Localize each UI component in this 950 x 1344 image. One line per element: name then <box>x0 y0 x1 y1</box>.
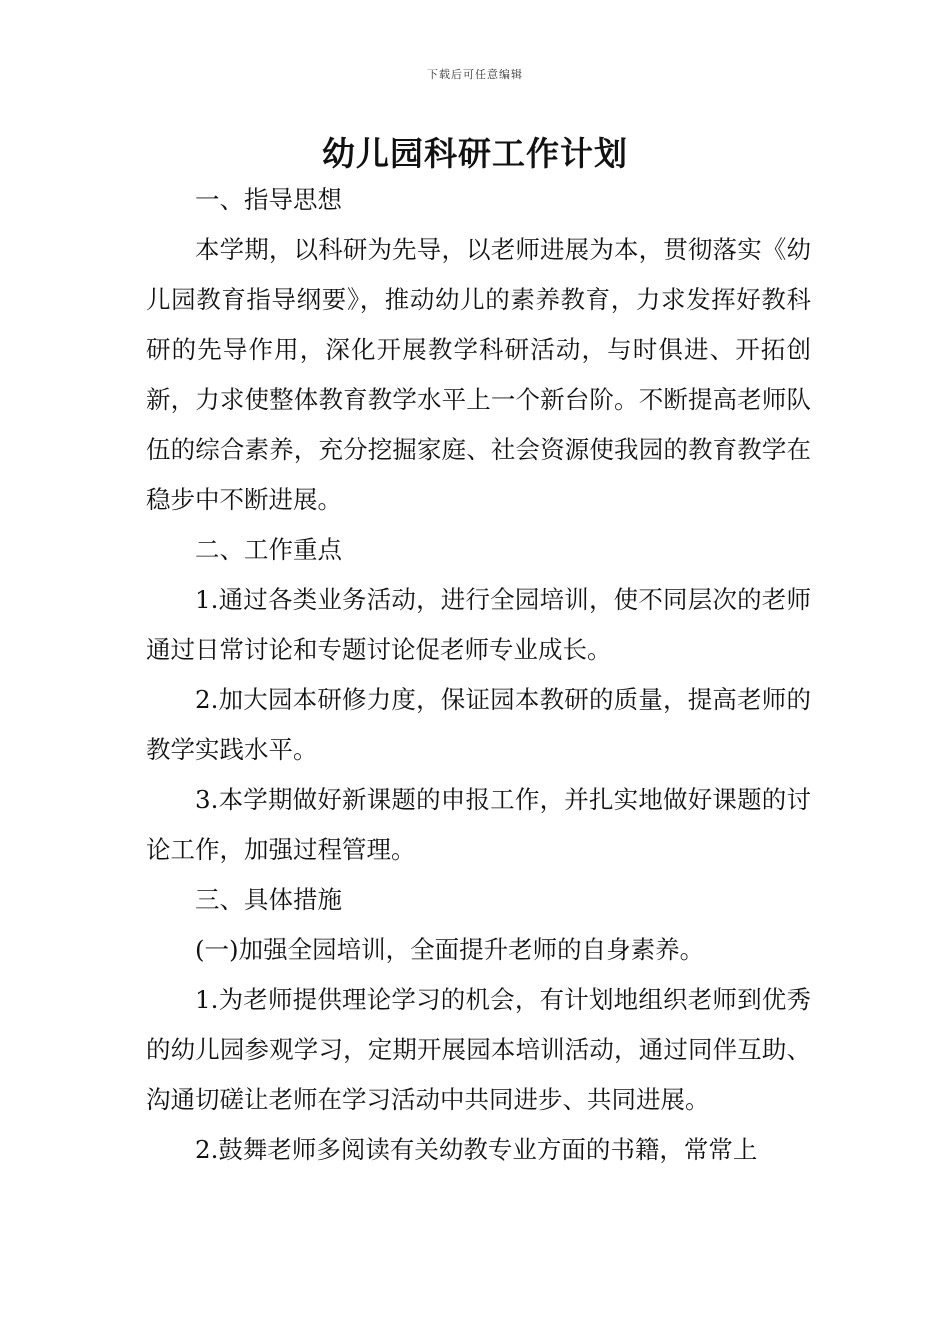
section-heading-measures: 三、具体措施 <box>195 885 342 914</box>
document-title: 幼儿园科研工作计划 <box>322 134 628 173</box>
list-item: 1.为老师提供理论学习的机会，有计划地组织老师到优秀的幼儿园参观学习，定期开展园本培训活动，通过同伴互助、沟通切磋让老师在学习活动中共同进步、共同进展。 <box>146 985 811 1114</box>
paragraph: 本学期，以科研为先导，以老师进展为本，贯彻落实《幼儿园教育指导纲要》，推动幼儿的素养教育，力求发挥好教科研的先导作用，深化开展教学科研活动，与时俱进、开拓创新，力求使整体教育教学水平上一个新台阶。不断提高老师队伍的综合素养，充分挖掘家庭、社会资源使我园的教育教学在稳步中不断进展。 <box>146 235 811 514</box>
list-item: 1.通过各类业务活动，进行全园培训，使不同层次的老师通过日常讨论和专题讨论促老师专业成长。 <box>146 585 811 664</box>
header-note: 下载后可任意编辑 <box>427 68 523 81</box>
list-item: 2.加大园本研修力度，保证园本教研的质量，提高老师的教学实践水平。 <box>146 685 811 764</box>
list-item: 2.鼓舞老师多阅读有关幼教专业方面的书籍，常常上 <box>195 1135 758 1164</box>
list-item: 3.本学期做好新课题的申报工作，并扎实地做好课题的讨论工作，加强过程管理。 <box>146 785 811 864</box>
section-heading-guiding-ideology: 一、指导思想 <box>195 185 342 214</box>
section-heading-work-focus: 二、工作重点 <box>195 535 342 564</box>
subsection-heading: (一)加强全园培训，全面提升老师的自身素养。 <box>195 935 705 964</box>
document-body <box>146 175 811 1175</box>
